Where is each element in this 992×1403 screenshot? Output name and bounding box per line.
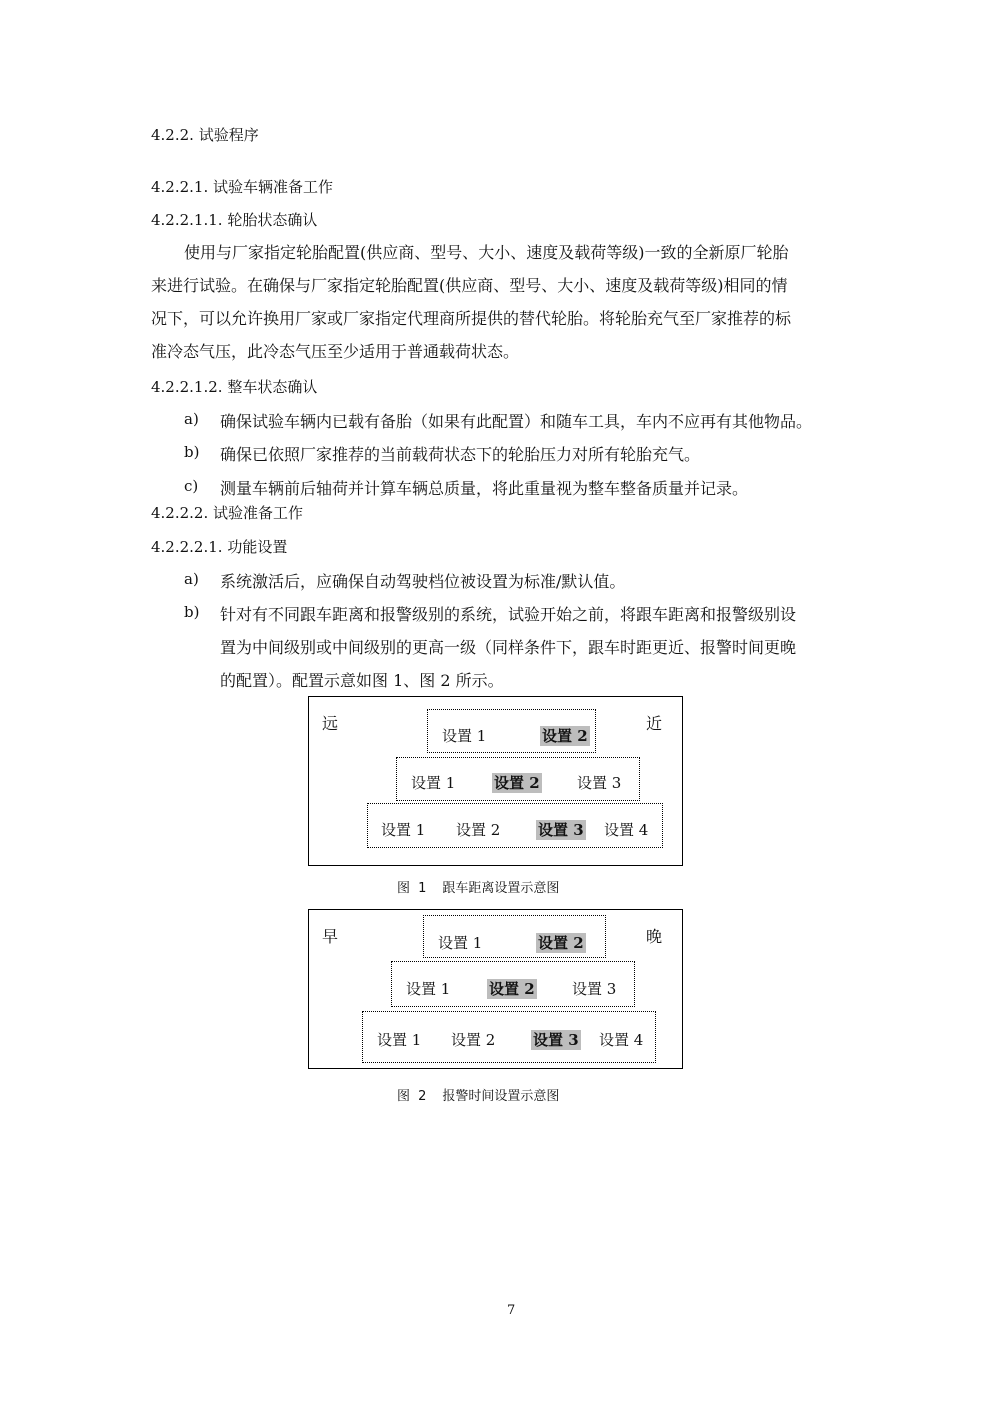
figure-2-warning-time [308, 909, 683, 1069]
list-item-label: b) [184, 603, 200, 621]
setting-option: 设置 4 [604, 821, 649, 839]
heading-4-2-2-1-2: 4.2.2.1.2. 整车状态确认 [151, 378, 318, 396]
setting-option-selected: 设置 3 [538, 821, 584, 839]
setting-option: 设置 1 [406, 980, 451, 998]
settings-row [362, 1011, 656, 1063]
caption-number: 图 1 [397, 881, 429, 896]
list-item-label: c) [184, 477, 199, 495]
settings-row [427, 709, 596, 753]
setting-option-selected: 设置 2 [542, 727, 588, 745]
caption-number: 图 2 [397, 1089, 429, 1104]
list-item-text: 测量车辆前后轴荷并计算车辆总质量，将此重量视为整车整备质量并记录。 [220, 479, 749, 498]
setting-option: 设置 4 [599, 1031, 644, 1049]
setting-option: 设置 1 [381, 821, 426, 839]
list-item-text: 确保试验车辆内已载有备胎（如果有此配置）和随车工具，车内不应再有其他物品。 [220, 412, 813, 431]
setting-option-selected: 设置 2 [538, 934, 584, 952]
setting-option: 设置 3 [572, 980, 617, 998]
list-item-text: 的配置）。配置示意如图 1、图 2 所示。 [220, 671, 504, 690]
list-item-label: a) [184, 410, 199, 428]
heading-4-2-2-1: 4.2.2.1. 试验车辆准备工作 [151, 178, 334, 196]
figure-label-early: 早 [322, 927, 339, 946]
setting-option: 设置 2 [451, 1031, 496, 1049]
list-item-text: 系统激活后，应确保自动驾驶档位被设置为标准/默认值。 [220, 572, 626, 591]
heading-4-2-2-2-1: 4.2.2.2.1. 功能设置 [151, 538, 288, 556]
settings-row [367, 803, 663, 848]
setting-option: 设置 3 [577, 774, 622, 792]
figure-label-near: 近 [645, 714, 662, 733]
heading-4-2-2: 4.2.2. 试验程序 [151, 126, 259, 144]
caption-text: 跟车距离设置示意图 [442, 881, 560, 896]
tire-paragraph-line: 况下，可以允许换用厂家或厂家指定代理商所提供的替代轮胎。将轮胎充气至厂家推荐的标 [151, 309, 792, 328]
list-item-text: 针对有不同跟车距离和报警级别的系统，试验开始之前，将跟车距离和报警级别设 [220, 605, 797, 624]
tire-paragraph-line: 来进行试验。在确保与厂家指定轮胎配置(供应商、型号、大小、速度及载荷等级)相同的情 [151, 276, 788, 295]
heading-4-2-2-2: 4.2.2.2. 试验准备工作 [151, 504, 304, 522]
figure-2-caption [397, 1085, 559, 1104]
setting-option: 设置 1 [377, 1031, 422, 1049]
settings-row [391, 961, 635, 1007]
list-item-label: a) [184, 570, 199, 588]
setting-option-selected: 设置 2 [489, 980, 535, 998]
setting-option: 设置 1 [442, 727, 487, 745]
figure-label-late: 晚 [645, 927, 662, 946]
page-number: 7 [507, 1303, 516, 1318]
settings-row [396, 757, 640, 801]
setting-option-selected: 设置 3 [533, 1031, 579, 1049]
list-item-label: b) [184, 443, 200, 461]
figure-1-following-distance [308, 696, 683, 866]
setting-option: 设置 1 [438, 934, 483, 952]
list-item-text: 置为中间级别或中间级别的更高一级（同样条件下，跟车时距更近、报警时间更晚 [220, 638, 797, 657]
setting-option: 设置 1 [411, 774, 456, 792]
setting-option-selected: 设置 2 [494, 774, 540, 792]
tire-paragraph-line: 准冷态气压，此冷态气压至少适用于普通载荷状态。 [151, 342, 520, 361]
setting-option: 设置 2 [456, 821, 501, 839]
list-item-text: 确保已依照厂家推荐的当前载荷状态下的轮胎压力对所有轮胎充气。 [220, 445, 701, 464]
tire-paragraph [151, 236, 851, 368]
figure-label-far: 远 [322, 714, 339, 733]
caption-text: 报警时间设置示意图 [442, 1089, 560, 1104]
settings-row [423, 915, 606, 958]
figure-1-caption [397, 877, 559, 896]
heading-4-2-2-1-1: 4.2.2.1.1. 轮胎状态确认 [151, 211, 318, 229]
tire-paragraph-line: 使用与厂家指定轮胎配置(供应商、型号、大小、速度及载荷等级)一致的全新原厂轮胎 [184, 243, 789, 262]
